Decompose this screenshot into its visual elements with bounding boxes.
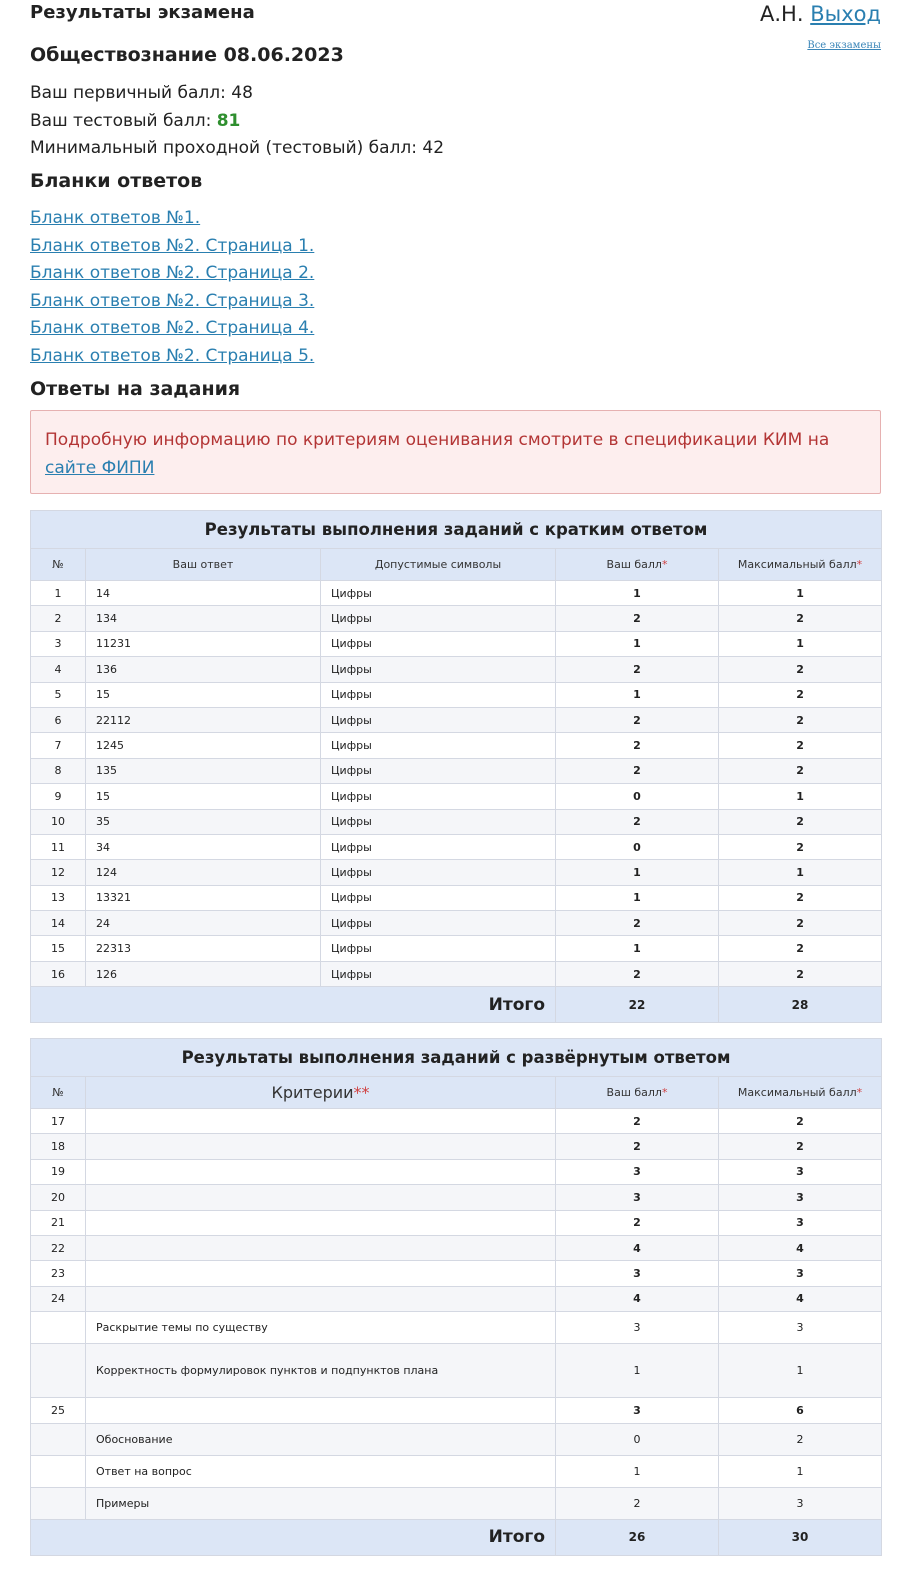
task-number: 13: [31, 885, 86, 910]
your-score: 2: [556, 911, 719, 936]
your-score: 1: [556, 682, 719, 707]
col-max-score-label: Максимальный балл: [737, 558, 857, 571]
empty-cell: [31, 1423, 86, 1455]
max-score: 4: [719, 1286, 882, 1311]
allowed-symbols: Цифры: [321, 911, 556, 936]
criteria: [86, 1109, 556, 1134]
your-score: 2: [556, 961, 719, 986]
task-number: 23: [31, 1261, 86, 1286]
criterion-name: Примеры: [86, 1487, 556, 1519]
criterion-score: 1: [556, 1344, 719, 1398]
max-score: 3: [719, 1185, 882, 1210]
criterion-max: 3: [719, 1312, 882, 1344]
task-number: 1: [31, 581, 86, 606]
logout-link[interactable]: Выход: [810, 2, 881, 26]
criterion-row: [31, 1312, 882, 1344]
criteria: [86, 1185, 556, 1210]
col-max-score-label: Максимальный балл: [737, 1086, 857, 1099]
test-score-line: [30, 108, 444, 136]
task-number: 12: [31, 860, 86, 885]
max-score: 2: [719, 1134, 882, 1159]
task-number: 10: [31, 809, 86, 834]
your-answer: 24: [86, 911, 321, 936]
your-score: 0: [556, 784, 719, 809]
max-score: 2: [719, 606, 882, 631]
task-number: 20: [31, 1185, 86, 1210]
empty-cell: [31, 1455, 86, 1487]
your-score: 2: [556, 1109, 719, 1134]
max-score: 6: [719, 1398, 882, 1423]
criterion-score: 3: [556, 1312, 719, 1344]
criterion-row: [31, 1423, 882, 1455]
your-score: 3: [556, 1398, 719, 1423]
all-exams-link[interactable]: Все экзамены: [807, 40, 881, 51]
your-score: 2: [556, 733, 719, 758]
footnote-star: *: [661, 1086, 668, 1099]
empty-cell: [31, 1312, 86, 1344]
max-score: 2: [719, 885, 882, 910]
criterion-row: [31, 1455, 882, 1487]
task-number: 22: [31, 1235, 86, 1260]
your-answer: 124: [86, 860, 321, 885]
your-score: 1: [556, 885, 719, 910]
table-row: [31, 809, 882, 834]
your-answer: 11231: [86, 631, 321, 656]
max-score: 2: [719, 657, 882, 682]
table-row: [31, 606, 882, 631]
your-answer: 135: [86, 758, 321, 783]
allowed-symbols: Цифры: [321, 885, 556, 910]
short-total-row: [31, 987, 882, 1023]
your-score: 2: [556, 1210, 719, 1235]
task-number: 6: [31, 707, 86, 732]
your-score: 1: [556, 860, 719, 885]
min-score-value: 42: [422, 138, 445, 158]
all-exams-container: [807, 40, 881, 51]
max-score: 1: [719, 784, 882, 809]
criterion-score: 2: [556, 1487, 719, 1519]
criterion-name: Обоснование: [86, 1423, 556, 1455]
table-row: [31, 936, 882, 961]
min-score-label: Минимальный проходной (тестовый) балл:: [30, 138, 423, 158]
task-number: 4: [31, 657, 86, 682]
max-score: 2: [719, 911, 882, 936]
criterion-name: Ответ на вопрос: [86, 1455, 556, 1487]
task-number: 5: [31, 682, 86, 707]
page-title: Результаты экзамена: [30, 2, 255, 23]
footnote-star: *: [661, 558, 668, 571]
col-max-score: [719, 1077, 882, 1109]
max-score: 3: [719, 1159, 882, 1184]
task-number: 19: [31, 1159, 86, 1184]
table-row: [31, 860, 882, 885]
max-score: 2: [719, 936, 882, 961]
your-answer: 136: [86, 657, 321, 682]
criteria: [86, 1261, 556, 1286]
allowed-symbols: Цифры: [321, 707, 556, 732]
min-score-line: [30, 135, 444, 163]
criterion-score: 1: [556, 1455, 719, 1487]
task-number: 24: [31, 1286, 86, 1311]
task-number: 18: [31, 1134, 86, 1159]
table-row: [31, 1398, 882, 1423]
allowed-symbols: Цифры: [321, 809, 556, 834]
total-max: 28: [719, 987, 882, 1023]
total-score: 22: [556, 987, 719, 1023]
criteria-info-alert: [30, 410, 881, 494]
criterion-row: [31, 1487, 882, 1519]
your-answer: 35: [86, 809, 321, 834]
table-row: [31, 1235, 882, 1260]
task-number: 14: [31, 911, 86, 936]
blank-link-2-page-1[interactable]: Бланк ответов №2. Страница 1.: [30, 235, 315, 256]
blank-link-1[interactable]: Бланк ответов №1.: [30, 208, 201, 228]
criteria: [86, 1235, 556, 1260]
table-row: [31, 1185, 882, 1210]
table-row: [31, 707, 882, 732]
allowed-symbols: Цифры: [321, 936, 556, 961]
max-score: 1: [719, 631, 882, 656]
max-score: 2: [719, 707, 882, 732]
allowed-symbols: Цифры: [321, 758, 556, 783]
footnote-double-star: **: [353, 1083, 370, 1102]
allowed-symbols: Цифры: [321, 682, 556, 707]
col-your-score: [556, 549, 719, 581]
table-row: [31, 961, 882, 986]
task-number: 21: [31, 1210, 86, 1235]
criteria: [86, 1398, 556, 1423]
user-name: А.Н.: [760, 2, 804, 26]
short-table-caption: Результаты выполнения заданий с кратким ответом: [31, 511, 882, 549]
table-row: [31, 1286, 882, 1311]
user-box: [760, 2, 881, 26]
allowed-symbols: Цифры: [321, 606, 556, 631]
empty-cell: [31, 1344, 86, 1398]
task-number: 9: [31, 784, 86, 809]
your-score: 1: [556, 581, 719, 606]
your-score: 2: [556, 809, 719, 834]
footnote-star: *: [856, 1086, 863, 1099]
your-answer: 126: [86, 961, 321, 986]
your-answer: 22112: [86, 707, 321, 732]
your-answer: 15: [86, 682, 321, 707]
criteria: [86, 1134, 556, 1159]
total-label: Итого: [31, 987, 556, 1023]
your-score: 2: [556, 1134, 719, 1159]
table-row: [31, 631, 882, 656]
your-score: 4: [556, 1286, 719, 1311]
blank-link-2-page-5[interactable]: Бланк ответов №2. Страница 5.: [30, 345, 315, 366]
table-row: [31, 657, 882, 682]
col-your-score-label: Ваш балл: [606, 1086, 662, 1099]
table-row: [31, 733, 882, 758]
blanks-heading: Бланки ответов: [30, 170, 203, 192]
your-answer: 22313: [86, 936, 321, 961]
table-row: [31, 885, 882, 910]
blank-link-2-page-4[interactable]: Бланк ответов №2. Страница 4.: [30, 318, 315, 338]
criterion-max: 3: [719, 1487, 882, 1519]
test-score-value: 81: [216, 110, 241, 131]
long-total-row: [31, 1519, 882, 1555]
col-criteria-label: Критерии: [271, 1083, 354, 1102]
your-answer: 34: [86, 834, 321, 859]
table-row: [31, 1134, 882, 1159]
your-score: 4: [556, 1235, 719, 1260]
allowed-symbols: Цифры: [321, 581, 556, 606]
blanks-list: [30, 205, 314, 370]
task-number: 2: [31, 606, 86, 631]
your-score: 2: [556, 657, 719, 682]
exam-title: Обществознание 08.06.2023: [30, 44, 344, 66]
max-score: 2: [719, 758, 882, 783]
allowed-symbols: Цифры: [321, 631, 556, 656]
long-answers-table: [30, 1038, 882, 1556]
task-number: 7: [31, 733, 86, 758]
table-row: [31, 784, 882, 809]
criterion-max: 1: [719, 1455, 882, 1487]
table-row: [31, 911, 882, 936]
table-row: [31, 1159, 882, 1184]
blank-link-2-page-2[interactable]: Бланк ответов №2. Страница 2.: [30, 263, 315, 283]
col-number: №: [31, 549, 86, 581]
max-score: 2: [719, 834, 882, 859]
primary-score-value: 48: [231, 83, 253, 103]
col-max-score: [719, 549, 882, 581]
footnote-star: *: [856, 558, 863, 571]
max-score: 3: [719, 1210, 882, 1235]
answers-heading: Ответы на задания: [30, 378, 241, 400]
criterion-max: 1: [719, 1344, 882, 1398]
your-score: 3: [556, 1159, 719, 1184]
task-number: 17: [31, 1109, 86, 1134]
task-number: 25: [31, 1398, 86, 1423]
long-table-caption: Результаты выполнения заданий с развёрнутым ответом: [31, 1039, 882, 1077]
test-score-label: Ваш тестовый балл:: [30, 110, 217, 131]
col-your-answer: Ваш ответ: [86, 549, 321, 581]
criterion-name: Корректность формулировок пунктов и подпунктов плана: [86, 1344, 556, 1398]
task-number: 3: [31, 631, 86, 656]
max-score: 3: [719, 1261, 882, 1286]
your-answer: 14: [86, 581, 321, 606]
criterion-row: [31, 1344, 882, 1398]
max-score: 4: [719, 1235, 882, 1260]
table-row: [31, 1109, 882, 1134]
max-score: 2: [719, 733, 882, 758]
criteria: [86, 1286, 556, 1311]
your-answer: 13321: [86, 885, 321, 910]
your-score: 0: [556, 834, 719, 859]
your-answer: 15: [86, 784, 321, 809]
col-number: №: [31, 1077, 86, 1109]
task-number: 15: [31, 936, 86, 961]
criteria: [86, 1210, 556, 1235]
task-number: 8: [31, 758, 86, 783]
your-answer: 1245: [86, 733, 321, 758]
max-score: 2: [719, 1109, 882, 1134]
your-score: 2: [556, 758, 719, 783]
criteria: [86, 1159, 556, 1184]
table-row: [31, 834, 882, 859]
max-score: 2: [719, 809, 882, 834]
max-score: 1: [719, 860, 882, 885]
table-row: [31, 1210, 882, 1235]
your-score: 3: [556, 1185, 719, 1210]
primary-score-label: Ваш первичный балл:: [30, 83, 232, 103]
allowed-symbols: Цифры: [321, 784, 556, 809]
allowed-symbols: Цифры: [321, 733, 556, 758]
score-summary: [30, 80, 444, 163]
fipi-site-link[interactable]: сайте ФИПИ: [45, 458, 155, 478]
your-score: 2: [556, 707, 719, 732]
table-row: [31, 581, 882, 606]
allowed-symbols: Цифры: [321, 834, 556, 859]
col-allowed-symbols: Допустимые символы: [321, 549, 556, 581]
allowed-symbols: Цифры: [321, 860, 556, 885]
table-row: [31, 1261, 882, 1286]
col-criteria: [86, 1077, 556, 1109]
task-number: 11: [31, 834, 86, 859]
allowed-symbols: Цифры: [321, 657, 556, 682]
short-answers-table: [30, 510, 882, 1023]
table-row: [31, 758, 882, 783]
your-score: 1: [556, 936, 719, 961]
blank-link-2-page-3[interactable]: Бланк ответов №2. Страница 3.: [30, 290, 315, 311]
alert-text: Подробную информацию по критериям оценивания смотрите в спецификации КИМ на: [45, 430, 830, 450]
your-score: 3: [556, 1261, 719, 1286]
total-label: Итого: [31, 1519, 556, 1555]
task-number: 16: [31, 961, 86, 986]
col-your-score: [556, 1077, 719, 1109]
total-max: 30: [719, 1519, 882, 1555]
col-your-score-label: Ваш балл: [606, 558, 662, 571]
criterion-score: 0: [556, 1423, 719, 1455]
primary-score-line: [30, 80, 444, 108]
empty-cell: [31, 1487, 86, 1519]
max-score: 2: [719, 961, 882, 986]
criterion-max: 2: [719, 1423, 882, 1455]
total-score: 26: [556, 1519, 719, 1555]
allowed-symbols: Цифры: [321, 961, 556, 986]
your-score: 2: [556, 606, 719, 631]
your-score: 1: [556, 631, 719, 656]
max-score: 2: [719, 682, 882, 707]
max-score: 1: [719, 581, 882, 606]
table-row: [31, 682, 882, 707]
criterion-name: Раскрытие темы по существу: [86, 1312, 556, 1344]
your-answer: 134: [86, 606, 321, 631]
